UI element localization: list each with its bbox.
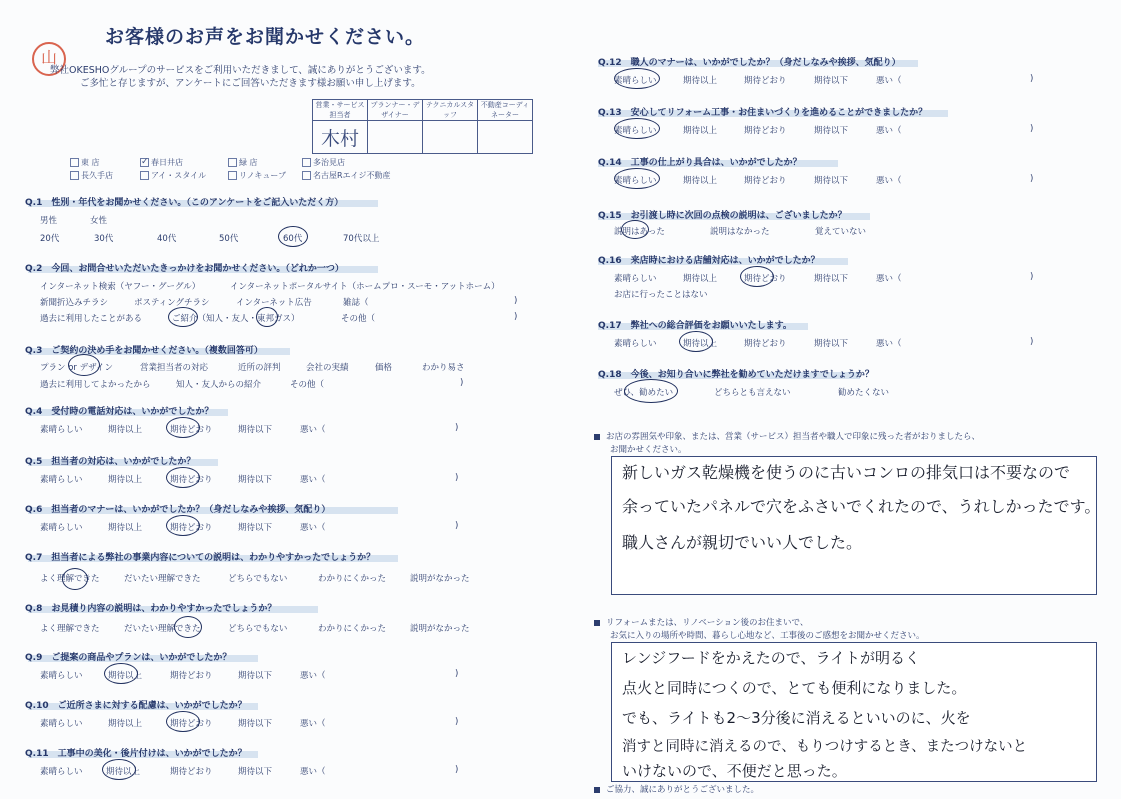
q10-opt-as-expected[interactable]: 期待どおり [170, 719, 213, 729]
answer-circle-mark [102, 759, 136, 780]
q16-opt-poor[interactable]: 悪い（ [876, 274, 902, 284]
q11-title: Q.11 工事中の美化・後片付けは、いかがでしたか？ [25, 749, 247, 759]
q7-opt-4[interactable]: わかりにくかった [318, 574, 387, 584]
q3-price[interactable]: 価格 [375, 363, 393, 373]
footer-thanks [594, 783, 759, 795]
q13-opt-poor[interactable]: 悪い（ [876, 126, 902, 136]
answer-circle-mark [166, 711, 200, 732]
q7-opt-5[interactable]: 説明がなかった [410, 574, 470, 584]
q15-opt-3[interactable]: 覚えていない [815, 227, 867, 237]
q12-title: Q.12 職人のマナーは、いかがでしたか？（身だしなみや挨拶、気配り） [598, 58, 901, 68]
q4-title: Q.4 受付時の電話対応は、いかがでしたか？ [25, 407, 214, 417]
answer-circle-mark [621, 220, 649, 239]
q16-opt-below-expectation[interactable]: 期待以下 [814, 274, 849, 284]
store-istyle[interactable] [140, 170, 206, 181]
square-bullet-icon [594, 620, 600, 626]
comment1-question-line-1 [594, 430, 980, 442]
q3-reputation[interactable]: 近所の評判 [238, 363, 281, 373]
close-paren: ) [514, 296, 518, 306]
company-stamp-icon: 山 [32, 42, 66, 76]
q7-opt-2[interactable]: だいたい理解できた [124, 574, 201, 584]
q1-age-50s[interactable]: 50代 [219, 234, 239, 244]
q2-internet-ad[interactable]: インターネット広告 [236, 298, 312, 308]
answer-circle-mark [256, 307, 278, 327]
q17-opt-as-expected[interactable]: 期待どおり [744, 339, 787, 349]
q5-opt-as-expected[interactable]: 期待どおり [170, 475, 213, 485]
comment2-line-4: 消すと同時に消えるので、もりつけするとき、またつけないと [622, 739, 1028, 755]
q4-opt-poor[interactable]: 悪い（ [300, 425, 326, 435]
q12-opt-poor[interactable]: 悪い（ [876, 76, 902, 86]
answer-circle-mark [614, 168, 660, 189]
q17-opt-above-expectation[interactable]: 期待以上 [683, 339, 718, 349]
close-paren: ) [455, 669, 459, 679]
q14-opt-poor[interactable]: 悪い（ [876, 176, 902, 186]
answer-circle-mark [278, 226, 308, 247]
q18-opt-1[interactable]: ぜひ、勧めたい [614, 388, 674, 398]
q9-opt-as-expected[interactable]: 期待どおり [170, 671, 213, 681]
checkbox-icon [70, 171, 79, 180]
store-tajimi[interactable] [302, 157, 345, 168]
answer-circle-mark [62, 568, 88, 590]
q14-opt-above-expectation[interactable]: 期待以上 [683, 176, 718, 186]
q2-posting-flyer[interactable]: ポスティングチラシ [134, 298, 210, 308]
q17-opt-excellent[interactable]: 素晴らしい [614, 339, 657, 349]
q17-opt-below-expectation[interactable]: 期待以下 [814, 339, 849, 349]
answer-circle-mark [168, 307, 198, 327]
intro-line-2: ご多忙と存じますが、アンケートにご回答いただきます様お願い申し上げます。 [80, 78, 421, 89]
q5-opt-below-expectation[interactable]: 期待以下 [238, 475, 273, 485]
q18-opt-2[interactable]: どちらとも言えない [714, 388, 791, 398]
q10-title: Q.10 ご近所さまに対する配慮は、いかがでしたか？ [25, 701, 247, 711]
answer-circle-mark [104, 663, 138, 684]
q15-opt-2[interactable]: 説明はなかった [710, 227, 770, 237]
q10-opt-excellent[interactable]: 素晴らしい [40, 719, 83, 729]
q16-never-visited[interactable]: お店に行ったことはない [614, 290, 708, 300]
q1-title: Q.1 性別・年代をお聞かせください。（このアンケートをご記入いただく方） [25, 198, 344, 208]
comment1-line-2: 余っていたパネルで穴をふさいでくれたので、うれしかったです。 [622, 497, 1101, 516]
q12-opt-excellent[interactable]: 素晴らしい [614, 76, 657, 86]
q2-title: Q.2 今回、お問合せいただいたきっかけをお聞かせください。（どれか一つ） [25, 264, 344, 274]
q3-other[interactable]: その他（ [290, 380, 325, 390]
q13-opt-below-expectation[interactable]: 期待以下 [814, 126, 849, 136]
q16-opt-above-expectation[interactable]: 期待以上 [683, 274, 718, 284]
q1-gender-male[interactable]: 男性 [40, 216, 58, 226]
q7-opt-3[interactable]: どちらでもない [228, 574, 288, 584]
q11-opt-poor[interactable]: 悪い（ [300, 767, 326, 777]
q1-age-30s[interactable]: 30代 [94, 234, 114, 244]
q15-title: Q.15 お引渡し時に次回の点検の説明は、ございましたか？ [598, 211, 847, 221]
q14-title: Q.14 工事の仕上がり具合は、いかがでしたか？ [598, 158, 802, 168]
intro-line-1: 弊社OKESHOグループのサービスをご利用いただきまして、誠にありがとうございます。 [50, 65, 431, 76]
q5-title: Q.5 担当者の対応は、いかがでしたか？ [25, 457, 196, 467]
q17-opt-poor[interactable]: 悪い（ [876, 339, 902, 349]
store-label: 緑 店 [239, 158, 258, 167]
q9-opt-above-expectation[interactable]: 期待以上 [108, 671, 143, 681]
q18-opt-3[interactable]: 勧めたくない [838, 388, 890, 398]
square-bullet-icon [594, 434, 600, 440]
staff-planner-cell [368, 121, 423, 154]
q5-opt-above-expectation[interactable]: 期待以上 [108, 475, 143, 485]
close-paren: ) [460, 378, 464, 388]
q6-opt-excellent[interactable]: 素晴らしい [40, 523, 83, 533]
comment1-line-3: 職人さんが親切でいい人でした。 [622, 533, 863, 552]
staff-realestate-cell [478, 121, 533, 154]
q4-opt-below-expectation[interactable]: 期待以下 [238, 425, 273, 435]
q3-friend-referral[interactable]: 知人・友人からの紹介 [176, 380, 262, 390]
q15-opt-1[interactable]: 説明はあった [614, 227, 665, 237]
q13-opt-as-expected[interactable]: 期待どおり [744, 126, 787, 136]
answer-circle-mark [624, 379, 678, 403]
q5-opt-excellent[interactable]: 素晴らしい [40, 475, 83, 485]
q3-track-record[interactable]: 会社の実績 [306, 363, 349, 373]
q9-opt-excellent[interactable]: 素晴らしい [40, 671, 83, 681]
store-label: 春日井店 [151, 158, 183, 167]
q13-opt-excellent[interactable]: 素晴らしい [614, 126, 657, 136]
q8-opt-5[interactable]: 説明がなかった [410, 624, 470, 634]
checkbox-icon [228, 158, 237, 167]
q16-opt-as-expected[interactable]: 期待どおり [744, 274, 787, 284]
q6-title: Q.6 担当者のマナーは、いかがでしたか？（身だしなみや挨拶、気配り） [25, 505, 331, 515]
q8-opt-1[interactable]: よく理解できた [40, 624, 100, 634]
close-paren: ) [1030, 124, 1034, 134]
q1-age-60s[interactable]: 60代 [283, 234, 303, 244]
store-nagakute[interactable] [70, 170, 113, 181]
comment2-line-5: いけないので、不便だと思った。 [622, 762, 847, 780]
checkbox-icon [228, 171, 237, 180]
answer-circle-mark [740, 266, 774, 287]
q10-opt-above-expectation[interactable]: 期待以上 [108, 719, 143, 729]
store-label: 長久手店 [81, 171, 113, 180]
store-renocube[interactable] [228, 170, 286, 181]
q8-title: Q.8 お見積り内容の説明は、わかりやすかったでしょうか？ [25, 604, 277, 614]
q4-opt-excellent[interactable]: 素晴らしい [40, 425, 83, 435]
staff-header-sales: 営業・サービス担当者 [313, 100, 368, 121]
q9-opt-poor[interactable]: 悪い（ [300, 671, 326, 681]
comment2-question-line-2: お気に入りの場所や時間、暮らし心地など、工事後のご感想をお聞かせください。 [610, 631, 925, 641]
q7-opt-1[interactable]: よく理解できた [40, 574, 100, 584]
q1-gender-female[interactable]: 女性 [90, 216, 108, 226]
q1-age-70s-plus[interactable]: 70代以上 [343, 234, 380, 244]
q16-opt-excellent[interactable]: 素晴らしい [614, 274, 657, 284]
answer-circle-mark [614, 118, 660, 139]
close-paren: ) [455, 473, 459, 483]
store-label: リノキューブ [239, 171, 286, 180]
store-nagoya-r-age[interactable] [302, 170, 391, 181]
q14-opt-below-expectation[interactable]: 期待以下 [814, 176, 849, 186]
staff-header-technical: テクニカルスタッフ [423, 100, 478, 121]
q10-opt-poor[interactable]: 悪い（ [300, 719, 326, 729]
q9-title: Q.9 ご提案の商品やプランは、いかがでしたか？ [25, 653, 232, 663]
close-paren: ) [455, 423, 459, 433]
q1-age-20s[interactable]: 20代 [40, 234, 60, 244]
store-label: アイ・スタイル [151, 171, 207, 180]
q8-opt-3[interactable]: どちらでもない [228, 624, 288, 634]
comment2-line-2: 点火と同時につくので、とても便利になりました。 [622, 679, 967, 697]
close-paren: ) [455, 717, 459, 727]
page-title: お客様のお声をお聞かせください。 [105, 26, 426, 48]
close-paren: ) [1030, 74, 1034, 84]
q7-title: Q.7 担当者による弊社の事業内容についての説明は、わかりやすかったでしょうか？ [25, 553, 376, 563]
q2-portal-site[interactable]: インターネットポータルサイト（ホームプロ・スーモ・アットホーム） [230, 282, 500, 292]
q13-opt-above-expectation[interactable]: 期待以上 [683, 126, 718, 136]
comment2-question-line-1 [594, 616, 808, 628]
comment1-line-1: 新しいガス乾燥機を使うのに古いコンロの排気口は不要なので [622, 463, 1071, 482]
q11-opt-below-expectation[interactable]: 期待以下 [238, 767, 273, 777]
close-paren: ) [1030, 174, 1034, 184]
q12-opt-below-expectation[interactable]: 期待以下 [814, 76, 849, 86]
q5-opt-poor[interactable]: 悪い（ [300, 475, 326, 485]
checkbox-icon [140, 171, 149, 180]
q13-title: Q.13 安心してリフォーム工事・お住まいづくりを進めることができましたか？ [598, 108, 928, 118]
q11-opt-above-expectation[interactable]: 期待以上 [106, 767, 141, 777]
store-label: 名古屋Rエイジ不動産 [313, 171, 391, 180]
q6-opt-above-expectation[interactable]: 期待以上 [108, 523, 143, 533]
checked-checkbox-icon: ✓ [141, 157, 149, 167]
q2-other[interactable]: その他（ [341, 314, 376, 324]
q3-clarity[interactable]: わかり易さ [422, 363, 465, 373]
q11-opt-excellent[interactable]: 素晴らしい [40, 767, 83, 777]
q3-sales-rep[interactable]: 営業担当者の対応 [140, 363, 209, 373]
close-paren: ) [1030, 337, 1034, 347]
answer-circle-mark [166, 467, 200, 488]
store-label: 東 店 [81, 158, 100, 167]
q2-internet-search[interactable]: インターネット検索（ヤフー・グーグル） [40, 282, 201, 292]
comment2-line-3: でも、ライトも2〜3分後に消えるといいのに、火を [622, 709, 971, 727]
close-paren: ) [1030, 272, 1034, 282]
q6-opt-as-expected[interactable]: 期待どおり [170, 523, 213, 533]
q2-newspaper-flyer[interactable]: 新聞折込みチラシ [40, 298, 109, 308]
q3-used-before[interactable]: 過去に利用してよかったから [40, 380, 151, 390]
q12-opt-as-expected[interactable]: 期待どおり [744, 76, 787, 86]
staff-sales-name: 木村 [313, 121, 368, 154]
store-midori[interactable] [228, 157, 258, 168]
q14-opt-excellent[interactable]: 素晴らしい [614, 176, 657, 186]
store-kasugai[interactable] [140, 157, 183, 168]
store-label: 多治見店 [313, 158, 345, 167]
close-paren: ) [514, 312, 518, 322]
q6-opt-poor[interactable]: 悪い（ [300, 523, 326, 533]
q4-opt-as-expected[interactable]: 期待どおり [170, 425, 213, 435]
close-paren: ) [455, 765, 459, 775]
q14-opt-as-expected[interactable]: 期待どおり [744, 176, 787, 186]
square-bullet-icon [594, 787, 600, 793]
q1-age-40s[interactable]: 40代 [157, 234, 177, 244]
checkbox-icon [70, 158, 79, 167]
q12-opt-above-expectation[interactable]: 期待以上 [683, 76, 718, 86]
store-higashi[interactable] [70, 157, 100, 168]
q6-opt-below-expectation[interactable]: 期待以下 [238, 523, 273, 533]
q8-opt-4[interactable]: わかりにくかった [318, 624, 387, 634]
answer-circle-mark [68, 354, 100, 376]
staff-header-planner: プランナー・デザイナー [368, 100, 423, 121]
q3-plan-design[interactable]: プラン or デザイン [40, 363, 114, 373]
comment2-question-text: リフォームまたは、リノベーション後のお住まいで、 [606, 618, 809, 628]
checkbox-icon [302, 171, 311, 180]
q16-title: Q.16 来店時における店舗対応は、いかがでしたか？ [598, 256, 820, 266]
footer-text: ご協力、誠にありがとうございました。 [606, 785, 760, 795]
staff-technical-cell [423, 121, 478, 154]
checkbox-icon [302, 158, 311, 167]
answer-circle-mark [614, 68, 660, 89]
answer-circle-mark [166, 417, 200, 438]
comment1-question-text: お店の雰囲気や印象、または、営業（サービス）担当者や職人で印象に残った者がおりましたら、 [606, 432, 981, 442]
q2-magazine[interactable]: 雑誌（ [343, 298, 369, 308]
q17-title: Q.17 弊社への総合評価をお願いいたします。 [598, 321, 792, 331]
answer-circle-mark [679, 331, 713, 352]
q2-used-before[interactable]: 過去に利用したことがある [40, 314, 143, 324]
q3-title: Q.3 ご契約の決め手をお聞かせください。（複数回答可） [25, 346, 263, 356]
q10-opt-below-expectation[interactable]: 期待以下 [238, 719, 273, 729]
q18-title: Q.18 今後、お知り合いに弊社を勧めていただけますでしょうか？ [598, 370, 874, 380]
comment2-line-1: レンジフードをかえたので、ライトが明るく [622, 649, 921, 667]
q11-opt-as-expected[interactable]: 期待どおり [170, 767, 213, 777]
close-paren: ) [455, 521, 459, 531]
answer-circle-mark [174, 616, 202, 638]
q2-referral[interactable]: ご紹介（知人・友人・東邦ガス） [172, 314, 300, 324]
staff-header-realestate: 不動産コーディネーター [478, 100, 533, 121]
q9-opt-below-expectation[interactable]: 期待以下 [238, 671, 273, 681]
answer-circle-mark [166, 515, 200, 536]
q4-opt-above-expectation[interactable]: 期待以上 [108, 425, 143, 435]
staff-table [312, 99, 533, 154]
q8-opt-2[interactable]: だいたい理解できた [124, 624, 201, 634]
comment1-question-line-2: お聞かせください。 [610, 445, 687, 455]
